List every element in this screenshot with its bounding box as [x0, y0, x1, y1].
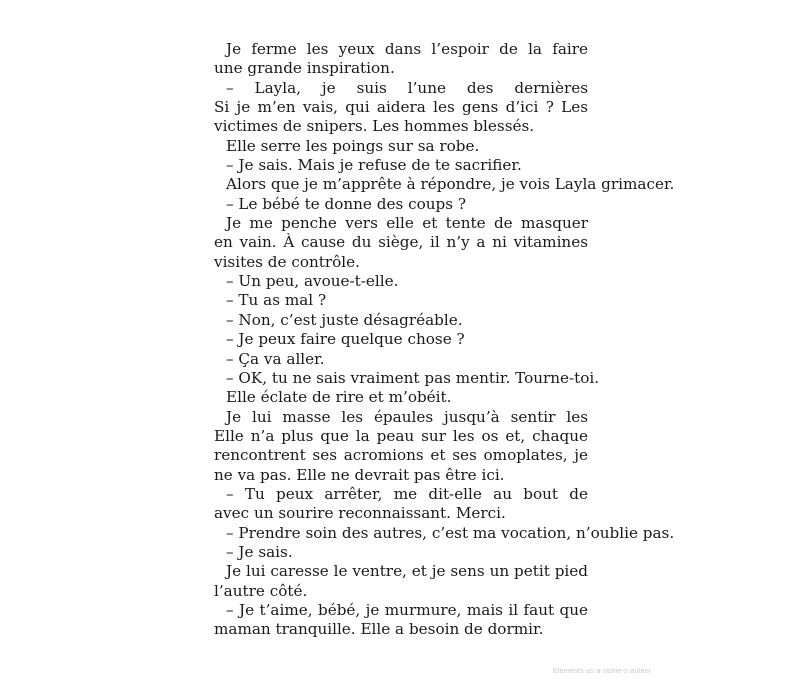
text-line: – Un peu, avoue-t-elle.: [226, 272, 399, 291]
text-line: – OK, tu ne sais vraiment pas mentir. Tourne-toi.: [226, 368, 600, 387]
text-line: ne va pas. Elle ne devrait pas être ici.: [214, 465, 505, 484]
text-line: Je ferme les yeux dans l’espoir de la faire: [226, 40, 588, 58]
text-line: rencontrent ses acromions et ses omoplates, je: [214, 446, 588, 465]
text-line: Elle éclate de rire et m’obéit.: [226, 388, 452, 407]
text-line: – Je peux faire quelque chose ?: [226, 330, 465, 349]
text-line: Alors que je m’apprête à répondre, je vois Layla grimacer.: [226, 175, 675, 194]
text-line: avec un sourire reconnaissant. Merci.: [214, 504, 506, 523]
text-line: – Je sais. Mais je refuse de te sacrifier.: [226, 156, 522, 175]
text-line: en vain. À cause du siège, il n’y a ni vitamines: [214, 233, 588, 252]
text-line: Si je m’en vais, qui aidera les gens d’ici ? Les: [214, 98, 588, 117]
text-line: maman tranquille. Elle a besoin de dormir.: [214, 620, 544, 639]
text-line: – Layla, je suis l’une des dernières: [226, 78, 588, 97]
text-line: l’autre côté.: [214, 581, 308, 600]
text-line: – Tu as mal ?: [226, 291, 327, 310]
document-page: [214, 40, 675, 640]
text-line: victimes de snipers. Les hommes blessés.: [214, 117, 535, 136]
text-line: – Le bébé te donne des coups ?: [226, 194, 466, 213]
text-line: Je lui masse les épaules jusqu’à sentir les: [226, 407, 588, 426]
text-line: Elle serre les poings sur sa robe.: [226, 136, 480, 155]
text-line: – Tu peux arrêter, me dit-elle au bout de: [226, 484, 588, 503]
text-line: visites de contrôle.: [214, 252, 360, 271]
text-line: – Non, c’est juste désagréable.: [226, 310, 463, 329]
text-line: Je lui caresse le ventre, et je sens un petit pied: [226, 562, 588, 581]
text-line: Je me penche vers elle et tente de masquer: [226, 214, 588, 233]
watermark-text: Elements-as-a-storie-z-auteur: [553, 668, 652, 675]
text-line: – Prendre soin des autres, c’est ma vocation, n’oublie pas.: [226, 523, 675, 542]
text-line: Elle n’a plus que la peau sur les os et, chaque: [214, 426, 588, 445]
text-line: – Je sais.: [226, 542, 293, 561]
text-line: – Ça va aller.: [226, 349, 325, 368]
text-line: – Je t’aime, bébé, je murmure, mais il faut que: [226, 600, 588, 619]
text-line: une grande inspiration.: [214, 59, 395, 78]
